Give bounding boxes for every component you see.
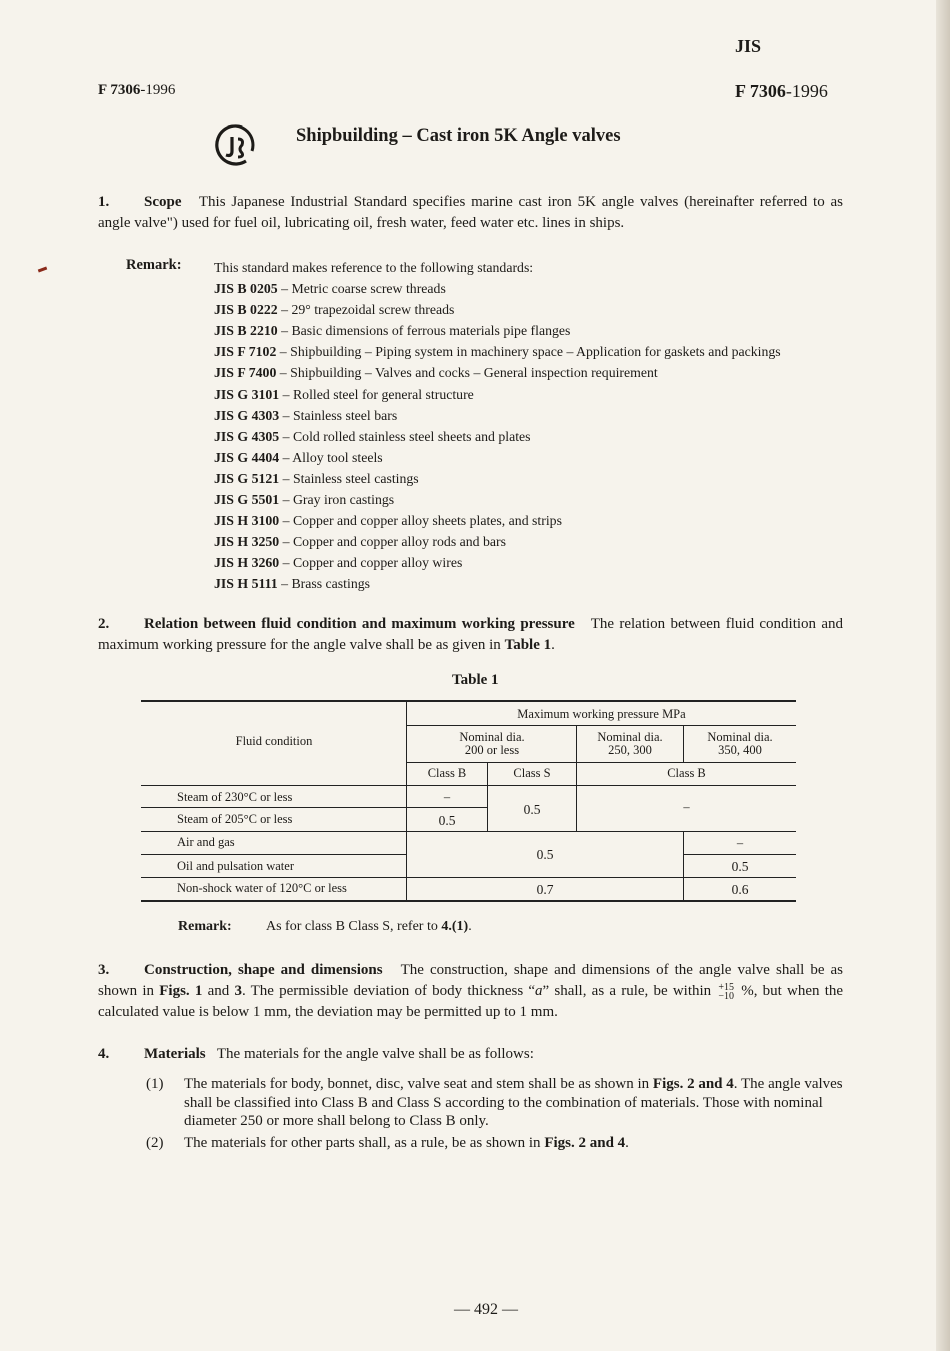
section-text: The materials for the angle valve shall be as follows:: [216, 1046, 534, 1062]
table-rule: [407, 762, 796, 763]
dia-label: Nominal dia.: [597, 730, 663, 744]
row-label-air-gas: Air and gas: [177, 835, 235, 849]
punctuation: .: [551, 637, 555, 653]
section-text: This Japanese Industrial Standard specifies marine cast iron 5K angle valves (hereinafter referred to as angle valve") used for fuel oil, lubricating oil, fresh water, feed water etc. lines in ships.: [98, 194, 844, 231]
jis-mark-icon: [208, 121, 260, 167]
cell-value: –: [736, 836, 744, 850]
figure-ref: 3: [234, 983, 242, 999]
item-text-part: . The angle valves shall be classified into Class B and Class S according to the combination of materials. Those with nominal diameter 250 or more shall belong to Class B only.: [184, 1076, 843, 1129]
cell-value: 0.5: [523, 802, 541, 817]
tolerance: [718, 983, 734, 1001]
ref-title: Gray iron castings: [292, 492, 395, 508]
section-text: %, but when the calculated value is below 1 mm, the deviation may be permitted up to 1 mm.: [98, 983, 844, 1020]
reference-item: JIS F 7102 – Shipbuilding – Piping system in machinery space – Application for gaskets and packings: [214, 344, 781, 360]
section-scope: [98, 192, 843, 234]
reference-item: JIS G 3101 – Rolled steel for general structure: [214, 386, 474, 402]
ref-code: JIS H 3250: [214, 534, 280, 550]
org-label: JIS: [735, 36, 762, 56]
reference-item: JIS G 4404 – Alloy tool steels: [214, 449, 383, 465]
reference-list: [214, 257, 781, 595]
reference-item: JIS F 7400 – Shipbuilding – Valves and cocks – General inspection requirement: [214, 365, 658, 381]
page-number: — 492 —: [454, 1301, 518, 1318]
col-class-b-large: Class B: [667, 766, 706, 780]
row-label-non-shock: Non-shock water of 120°C or less: [177, 881, 347, 895]
reference-item: JIS B 2210 – Basic dimensions of ferrous materials pipe flanges: [214, 323, 571, 339]
row-label-steam-205: Steam of 205°C or less: [177, 812, 293, 826]
ref-code: JIS G 4404: [214, 449, 280, 465]
cell-value: 0.7: [536, 882, 554, 897]
ref-title: Alloy tool steels: [292, 449, 383, 465]
section-number: 1.: [98, 194, 110, 210]
row-label-steam-230: Steam of 230°C or less: [177, 790, 293, 804]
ref-title: Basic dimensions of ferrous materials pipe flanges: [291, 323, 571, 339]
dia-label: Nominal dia.: [707, 730, 773, 744]
ref-title: Shipbuilding – Piping system in machinery space – Application for gaskets and packings: [290, 344, 781, 360]
col-dia-200: [407, 731, 577, 757]
ref-title: Copper and copper alloy rods and bars: [292, 534, 506, 550]
punctuation: .: [468, 919, 472, 934]
item-text: [184, 1075, 864, 1131]
cell-value: –: [683, 800, 690, 814]
ref-code: JIS B 0205: [214, 281, 278, 297]
ref-title: Cold rolled stainless steel sheets and plates: [292, 428, 531, 444]
table-rule: [141, 807, 487, 808]
margin-mark: [38, 267, 47, 273]
table-rule: [141, 854, 407, 855]
ref-code: JIS B 0222: [214, 302, 278, 318]
section-heading: Relation between fluid condition and maximum working pressure: [144, 616, 575, 632]
ref-title: Rolled steel for general structure: [292, 386, 474, 402]
section-text: ” shall, as a rule, be within: [542, 983, 712, 999]
section-heading: Scope: [144, 194, 182, 210]
ref-title: Shipbuilding – Valves and cocks – General inspection requirement: [290, 365, 658, 381]
section-text: . The permissible deviation of body thickness “: [241, 983, 536, 999]
ref-code: JIS H 3260: [214, 555, 280, 571]
reference-item: JIS H 5111 – Brass castings: [214, 576, 371, 592]
standard-code-right: [735, 81, 828, 102]
dia-value: 250, 300: [608, 743, 652, 757]
item-text-part: .: [625, 1135, 629, 1151]
row-label-oil-water: Oil and pulsation water: [177, 859, 294, 873]
ref-code: JIS G 4305: [214, 428, 280, 444]
ref-code: JIS G 3101: [214, 386, 280, 402]
variable-a: a: [535, 983, 543, 999]
ref-title: Stainless steel bars: [292, 407, 398, 423]
reference-item: JIS H 3100 – Copper and copper alloy sheets plates, and strips: [214, 513, 562, 529]
cell-value: 0.6: [731, 882, 749, 897]
col-dia-250: [577, 731, 683, 757]
ref-title: Copper and copper alloy sheets plates, and strips: [292, 513, 562, 529]
document-title: Shipbuilding – Cast iron 5K Angle valves: [296, 126, 621, 146]
remark-intro: This standard makes reference to the following standards:: [214, 260, 534, 275]
item-text: [184, 1134, 864, 1153]
col-fluid-condition: Fluid condition: [235, 734, 313, 748]
ref-code: JIS G 5121: [214, 470, 280, 486]
figure-ref: Figs. 1: [159, 983, 203, 999]
reference-item: JIS H 3250 – Copper and copper alloy rods and bars: [214, 534, 506, 550]
standard-year: -1996: [785, 81, 828, 101]
table-rule: [141, 900, 796, 902]
reference-item: JIS G 4305 – Cold rolled stainless steel sheets and plates: [214, 428, 531, 444]
ref-code: JIS H 3100: [214, 513, 280, 529]
section-text: The relation between fluid condition and maximum working pressure for the angle valve shall be as given in: [98, 616, 843, 653]
tolerance-plus: +15: [718, 981, 735, 993]
remark-label: Remark:: [126, 257, 182, 273]
table-remark: [178, 919, 472, 935]
tolerance-minus: −10: [718, 990, 735, 1002]
cell-value: –: [443, 790, 451, 804]
ref-title: Brass castings: [291, 576, 371, 592]
remark-text: As for class B Class S, refer to: [266, 919, 438, 934]
ref-title: Metric coarse screw threads: [291, 281, 446, 297]
remark-ref: 4.(1): [441, 919, 469, 934]
figure-ref: Figs. 2 and 4: [544, 1135, 626, 1151]
standard-code-left: [98, 82, 175, 99]
conjunction: and: [207, 983, 230, 999]
reference-item: JIS B 0205 – Metric coarse screw threads: [214, 281, 446, 297]
cell-value: 0.5: [536, 847, 554, 862]
cell-value: 0.5: [438, 813, 456, 828]
table-title: Table 1: [452, 672, 499, 688]
dia-label: Nominal dia.: [459, 730, 525, 744]
table-reference: Table 1: [504, 637, 552, 653]
section-relation: [98, 614, 843, 656]
table-rule: [141, 877, 796, 878]
ref-code: JIS G 5501: [214, 492, 280, 508]
item-text-part: The materials for other parts shall, as a rule, be as shown in: [184, 1135, 541, 1151]
figure-ref: Figs. 2 and 4: [652, 1076, 734, 1092]
item-text-part: The materials for body, bonnet, disc, valve seat and stem shall be as shown in: [184, 1076, 650, 1092]
reference-item: JIS G 5501 – Gray iron castings: [214, 492, 395, 508]
ref-title: Copper and copper alloy wires: [292, 555, 463, 571]
table-rule: [683, 854, 796, 855]
table-rule: [141, 831, 796, 832]
table-rule: [407, 725, 796, 726]
dia-value: 350, 400: [718, 743, 762, 757]
ref-code: JIS F 7400: [214, 365, 277, 381]
section-number: 4.: [98, 1046, 110, 1062]
standard-code: F 7306: [735, 81, 786, 101]
reference-item: JIS B 0222 – 29° trapezoidal screw threads: [214, 302, 455, 318]
standard-year: -1996: [140, 82, 176, 98]
col-max-pressure: Maximum working pressure MPa: [517, 707, 686, 721]
ref-title: 29° trapezoidal screw threads: [291, 302, 455, 318]
section-text: The construction, shape and dimensions of the angle valve shall be as shown in: [98, 962, 844, 999]
section-heading: Construction, shape and dimensions: [144, 962, 383, 978]
ref-code: JIS F 7102: [214, 344, 277, 360]
ref-code: JIS H 5111: [214, 576, 278, 592]
ref-code: JIS G 4303: [214, 407, 280, 423]
remark-label: Remark:: [178, 919, 232, 934]
col-class-s: Class S: [513, 766, 551, 780]
cell-value: 0.5: [731, 859, 749, 874]
section-materials: [98, 1044, 843, 1065]
reference-item: JIS G 5121 – Stainless steel castings: [214, 470, 419, 486]
item-number: (1): [146, 1076, 164, 1092]
section-construction: [98, 960, 843, 1023]
section-number: 2.: [98, 616, 110, 632]
dia-value: 200 or less: [464, 743, 520, 757]
ref-title: Stainless steel castings: [292, 470, 419, 486]
section-heading: Materials: [144, 1046, 206, 1062]
ref-code: JIS B 2210: [214, 323, 278, 339]
page-edge-shadow: [936, 0, 950, 1351]
table-rule: [141, 700, 796, 702]
item-number: (2): [146, 1135, 164, 1151]
pressure-table: [141, 700, 796, 906]
col-class-b: Class B: [427, 766, 467, 780]
section-number: 3.: [98, 962, 110, 978]
table-rule: [141, 785, 796, 786]
col-dia-350: [684, 731, 796, 757]
reference-item: JIS G 4303 – Stainless steel bars: [214, 407, 398, 423]
reference-item: JIS H 3260 – Copper and copper alloy wires: [214, 555, 463, 571]
standard-code: F 7306: [98, 82, 141, 98]
